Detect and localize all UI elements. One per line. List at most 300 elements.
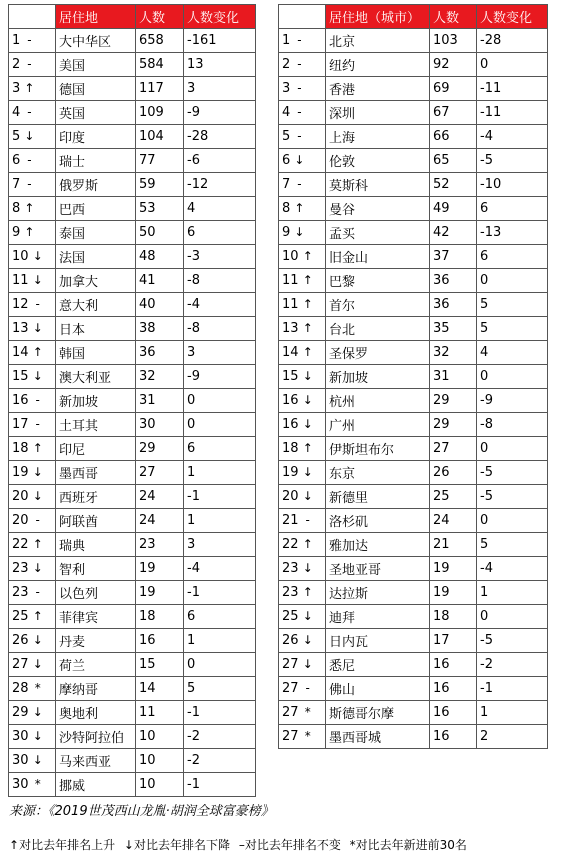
location-cell: 澳大利亚 [56, 365, 136, 389]
change-cell: -9 [477, 389, 548, 413]
rank-number: 3 [282, 81, 291, 96]
asterisk-icon: * [304, 705, 311, 719]
count-cell: 29 [430, 413, 477, 437]
header-cell-location: 居住地 [56, 5, 136, 29]
change-cell: -28 [184, 125, 256, 149]
rank-number: 21 [282, 513, 299, 528]
rank-number: 30 [12, 729, 29, 744]
rank-cell [279, 725, 326, 749]
count-cell: 26 [430, 461, 477, 485]
change-cell: 0 [477, 509, 548, 533]
table-row [279, 245, 548, 269]
down-arrow-icon: ↓ [32, 465, 43, 479]
rank-number: 16 [282, 393, 299, 408]
down-arrow-icon: ↓ [32, 273, 43, 287]
down-arrow-icon: ↓ [32, 489, 43, 503]
down-arrow-icon: ↓ [32, 753, 43, 767]
count-cell: 32 [430, 341, 477, 365]
dash-icon: - [35, 585, 40, 599]
change-cell: -8 [184, 269, 256, 293]
location-cell: 沙特阿拉伯 [56, 725, 136, 749]
table-row [279, 101, 548, 125]
change-cell: 1 [477, 581, 548, 605]
rank-number: 27 [282, 705, 299, 720]
rank-number: 4 [282, 105, 291, 120]
rank-cell [9, 389, 56, 413]
dash-icon: - [35, 513, 40, 527]
down-arrow-icon: ↓ [123, 838, 134, 852]
rank-cell [9, 461, 56, 485]
rank-number: 10 [12, 249, 29, 264]
location-cell: 伦敦 [326, 149, 430, 173]
table-row [279, 557, 548, 581]
rank-number: 12 [12, 297, 29, 312]
location-cell: 孟买 [326, 221, 430, 245]
table-row [9, 725, 256, 749]
rank-cell [279, 101, 326, 125]
location-cell: 韩国 [56, 341, 136, 365]
dash-icon: - [305, 513, 310, 527]
up-arrow-icon: ↑ [9, 838, 20, 852]
table-row [279, 221, 548, 245]
rank-cell [9, 557, 56, 581]
rank-cell [279, 125, 326, 149]
count-cell: 42 [430, 221, 477, 245]
rank-cell [279, 509, 326, 533]
location-cell: 马来西亚 [56, 749, 136, 773]
rank-cell [9, 29, 56, 53]
dash-icon: - [27, 57, 32, 71]
location-cell: 加拿大 [56, 269, 136, 293]
change-cell: -1 [184, 581, 256, 605]
rank-number: 11 [282, 297, 299, 312]
rank-number: 15 [12, 369, 29, 384]
rank-cell [279, 317, 326, 341]
change-cell: 6 [477, 197, 548, 221]
down-arrow-icon: ↓ [302, 489, 313, 503]
count-cell: 30 [136, 413, 184, 437]
table-row [279, 317, 548, 341]
count-cell: 10 [136, 773, 184, 797]
change-cell: 1 [184, 461, 256, 485]
legend-item-new: *对比去年新进前30名 [349, 838, 467, 852]
rank-number: 16 [12, 393, 29, 408]
change-cell: 0 [477, 365, 548, 389]
rank-number: 23 [282, 561, 299, 576]
table-row [9, 365, 256, 389]
location-cell: 英国 [56, 101, 136, 125]
rank-cell [9, 725, 56, 749]
count-cell: 49 [430, 197, 477, 221]
count-cell: 17 [430, 629, 477, 653]
table-row [279, 413, 548, 437]
table-row [279, 461, 548, 485]
location-cell: 印尼 [56, 437, 136, 461]
up-arrow-icon: ↑ [24, 81, 35, 95]
location-cell: 日内瓦 [326, 629, 430, 653]
asterisk-icon: * [304, 729, 311, 743]
count-cell: 32 [136, 365, 184, 389]
rank-cell [279, 653, 326, 677]
table-row [9, 557, 256, 581]
count-cell: 92 [430, 53, 477, 77]
count-cell: 104 [136, 125, 184, 149]
dash-icon: - [297, 129, 302, 143]
rank-cell [279, 197, 326, 221]
count-cell: 36 [136, 341, 184, 365]
change-cell: -3 [184, 245, 256, 269]
dash-icon: - [297, 57, 302, 71]
count-cell: 16 [430, 725, 477, 749]
change-cell: -11 [477, 101, 548, 125]
down-arrow-icon: ↓ [32, 369, 43, 383]
down-arrow-icon: ↓ [32, 705, 43, 719]
count-cell: 27 [430, 437, 477, 461]
rank-number: 7 [282, 177, 291, 192]
location-cell: 佛山 [326, 677, 430, 701]
table-row [9, 773, 256, 797]
rank-cell [9, 581, 56, 605]
count-cell: 31 [136, 389, 184, 413]
header-cell-location: 居住地（城市） [326, 5, 430, 29]
location-cell: 迪拜 [326, 605, 430, 629]
table-row [9, 197, 256, 221]
rank-number: 11 [282, 273, 299, 288]
count-cell: 59 [136, 173, 184, 197]
rank-cell [9, 533, 56, 557]
location-cell: 伊斯坦布尔 [326, 437, 430, 461]
change-cell: -5 [477, 485, 548, 509]
change-cell: 0 [477, 53, 548, 77]
count-cell: 11 [136, 701, 184, 725]
location-cell: 土耳其 [56, 413, 136, 437]
rank-number: 14 [282, 345, 299, 360]
rank-number: 5 [282, 129, 291, 144]
location-cell: 挪威 [56, 773, 136, 797]
count-cell: 21 [430, 533, 477, 557]
location-cell: 台北 [326, 317, 430, 341]
rank-number: 9 [282, 225, 291, 240]
count-cell: 15 [136, 653, 184, 677]
rank-number: 20 [282, 489, 299, 504]
table-row [9, 437, 256, 461]
rank-cell [279, 701, 326, 725]
rank-cell [279, 605, 326, 629]
location-cell: 西班牙 [56, 485, 136, 509]
count-cell: 53 [136, 197, 184, 221]
change-cell: 5 [477, 317, 548, 341]
location-cell: 首尔 [326, 293, 430, 317]
up-arrow-icon: ↑ [302, 345, 313, 359]
count-cell: 19 [136, 557, 184, 581]
count-cell: 52 [430, 173, 477, 197]
rank-cell [279, 461, 326, 485]
table-row [279, 293, 548, 317]
location-cell: 菲律宾 [56, 605, 136, 629]
location-cell: 印度 [56, 125, 136, 149]
change-cell: 5 [184, 677, 256, 701]
table-row [9, 389, 256, 413]
table-row [9, 629, 256, 653]
count-cell: 38 [136, 317, 184, 341]
count-cell: 36 [430, 293, 477, 317]
table-row [9, 341, 256, 365]
rank-cell [279, 77, 326, 101]
table-row [9, 581, 256, 605]
count-cell: 14 [136, 677, 184, 701]
location-cell: 深圳 [326, 101, 430, 125]
rank-number: 2 [282, 57, 291, 72]
rank-number: 11 [12, 273, 29, 288]
down-arrow-icon: ↓ [302, 657, 313, 671]
change-cell: 3 [184, 341, 256, 365]
change-cell: -4 [184, 557, 256, 581]
table-row [279, 581, 548, 605]
rank-number: 30 [12, 777, 29, 792]
rank-cell [9, 365, 56, 389]
rank-number: 8 [282, 201, 291, 216]
location-cell: 悉尼 [326, 653, 430, 677]
rank-number: 30 [12, 753, 29, 768]
count-cell: 24 [136, 509, 184, 533]
rank-cell [279, 149, 326, 173]
count-cell: 40 [136, 293, 184, 317]
down-arrow-icon: ↓ [294, 225, 305, 239]
location-cell: 莫斯科 [326, 173, 430, 197]
location-cell: 新德里 [326, 485, 430, 509]
table-row [9, 461, 256, 485]
change-cell: 5 [477, 533, 548, 557]
count-cell: 31 [430, 365, 477, 389]
down-arrow-icon: ↓ [302, 609, 313, 623]
change-cell: 0 [184, 653, 256, 677]
rank-cell [9, 173, 56, 197]
rank-number: 9 [12, 225, 21, 240]
rank-cell [9, 317, 56, 341]
change-cell: -1 [184, 701, 256, 725]
header-cell-change: 人数变化 [477, 5, 548, 29]
down-arrow-icon: ↓ [294, 153, 305, 167]
table-row [9, 677, 256, 701]
change-cell: -2 [477, 653, 548, 677]
rank-number: 27 [282, 681, 299, 696]
dash-icon: – [238, 838, 245, 852]
header-cell-rank [279, 5, 326, 29]
rank-cell [9, 221, 56, 245]
dash-icon: - [27, 33, 32, 47]
table-row [279, 437, 548, 461]
table-row [279, 701, 548, 725]
rank-cell [279, 533, 326, 557]
count-cell: 103 [430, 29, 477, 53]
dash-icon: - [297, 105, 302, 119]
location-cell: 瑞士 [56, 149, 136, 173]
count-cell: 10 [136, 725, 184, 749]
count-cell: 16 [136, 629, 184, 653]
up-arrow-icon: ↑ [302, 297, 313, 311]
rank-number: 28 [12, 681, 29, 696]
rank-number: 26 [12, 633, 29, 648]
change-cell: 0 [184, 389, 256, 413]
rank-number: 22 [282, 537, 299, 552]
table-row [279, 629, 548, 653]
table-row [9, 101, 256, 125]
rank-cell [279, 581, 326, 605]
location-cell: 新加坡 [326, 365, 430, 389]
rank-number: 23 [12, 585, 29, 600]
rank-number: 26 [282, 633, 299, 648]
down-arrow-icon: ↓ [32, 321, 43, 335]
rank-number: 20 [12, 489, 29, 504]
change-cell: -9 [184, 365, 256, 389]
rank-cell [9, 245, 56, 269]
count-cell: 19 [136, 581, 184, 605]
legend-item-up: ↑对比去年排名上升 [9, 838, 116, 852]
change-cell: 1 [477, 701, 548, 725]
dash-icon: - [27, 105, 32, 119]
up-arrow-icon: ↑ [32, 609, 43, 623]
change-cell: -2 [184, 725, 256, 749]
location-cell: 意大利 [56, 293, 136, 317]
up-arrow-icon: ↑ [302, 273, 313, 287]
location-cell: 丹麦 [56, 629, 136, 653]
change-cell: -161 [184, 29, 256, 53]
count-cell: 27 [136, 461, 184, 485]
location-cell: 美国 [56, 53, 136, 77]
location-cell: 达拉斯 [326, 581, 430, 605]
table-header-row [279, 5, 548, 29]
location-cell: 荷兰 [56, 653, 136, 677]
up-arrow-icon: ↑ [24, 225, 35, 239]
down-arrow-icon: ↓ [24, 129, 35, 143]
header-cell-rank [9, 5, 56, 29]
rank-number: 6 [12, 153, 21, 168]
change-cell: -1 [184, 773, 256, 797]
count-cell: 18 [136, 605, 184, 629]
location-cell: 泰国 [56, 221, 136, 245]
up-arrow-icon: ↑ [302, 441, 313, 455]
rank-number: 22 [12, 537, 29, 552]
change-cell: 6 [184, 221, 256, 245]
change-cell: -28 [477, 29, 548, 53]
table-row [279, 197, 548, 221]
change-cell: 13 [184, 53, 256, 77]
location-cell: 以色列 [56, 581, 136, 605]
count-cell: 65 [430, 149, 477, 173]
rank-cell [9, 773, 56, 797]
count-cell: 48 [136, 245, 184, 269]
up-arrow-icon: ↑ [294, 201, 305, 215]
rank-number: 10 [282, 249, 299, 264]
count-cell: 77 [136, 149, 184, 173]
count-cell: 117 [136, 77, 184, 101]
table-row [279, 677, 548, 701]
rank-number: 16 [282, 417, 299, 432]
change-cell: 0 [184, 413, 256, 437]
rank-number: 27 [282, 729, 299, 744]
up-arrow-icon: ↑ [32, 537, 43, 551]
rank-number: 14 [12, 345, 29, 360]
table-row [9, 749, 256, 773]
change-cell: 4 [184, 197, 256, 221]
count-cell: 16 [430, 677, 477, 701]
down-arrow-icon: ↓ [32, 249, 43, 263]
rank-number: 5 [12, 129, 21, 144]
rank-cell [9, 749, 56, 773]
table-row [9, 53, 256, 77]
rank-number: 19 [282, 465, 299, 480]
rank-number: 25 [282, 609, 299, 624]
dash-icon: - [305, 681, 310, 695]
count-cell: 18 [430, 605, 477, 629]
rank-number: 15 [282, 369, 299, 384]
change-cell: -4 [477, 125, 548, 149]
rank-cell [9, 701, 56, 725]
location-cell: 斯德哥尔摩 [326, 701, 430, 725]
rank-number: 17 [12, 417, 29, 432]
count-cell: 24 [136, 485, 184, 509]
change-cell: 1 [184, 629, 256, 653]
location-cell: 旧金山 [326, 245, 430, 269]
rank-number: 13 [12, 321, 29, 336]
up-arrow-icon: ↑ [32, 345, 43, 359]
dash-icon: - [27, 153, 32, 167]
up-arrow-icon: ↑ [32, 441, 43, 455]
asterisk-icon: * [34, 777, 41, 791]
down-arrow-icon: ↓ [32, 657, 43, 671]
rank-cell [279, 629, 326, 653]
change-cell: 6 [184, 437, 256, 461]
location-cell: 阿联酋 [56, 509, 136, 533]
rank-number: 19 [12, 465, 29, 480]
rank-cell [9, 197, 56, 221]
change-cell: -1 [477, 677, 548, 701]
dash-icon: - [35, 297, 40, 311]
change-cell: -5 [477, 149, 548, 173]
rank-number: 1 [282, 33, 291, 48]
location-cell: 圣地亚哥 [326, 557, 430, 581]
count-cell: 584 [136, 53, 184, 77]
rank-number: 25 [12, 609, 29, 624]
table-row [9, 293, 256, 317]
count-cell: 41 [136, 269, 184, 293]
rank-number: 13 [282, 321, 299, 336]
legend-item-same: –对比去年排名不变 [238, 838, 341, 852]
location-cell: 俄罗斯 [56, 173, 136, 197]
rank-cell [279, 413, 326, 437]
change-cell: 0 [477, 269, 548, 293]
table-row [279, 29, 548, 53]
header-cell-change: 人数变化 [184, 5, 256, 29]
table-header-row [9, 5, 256, 29]
table-row [9, 221, 256, 245]
rank-number: 1 [12, 33, 21, 48]
count-cell: 66 [430, 125, 477, 149]
rank-cell [279, 29, 326, 53]
table-row [9, 29, 256, 53]
down-arrow-icon: ↓ [302, 561, 313, 575]
rank-number: 6 [282, 153, 291, 168]
location-cell: 上海 [326, 125, 430, 149]
change-cell: -13 [477, 221, 548, 245]
change-cell: -4 [477, 557, 548, 581]
table-row [9, 77, 256, 101]
change-cell: -1 [184, 485, 256, 509]
change-cell: -4 [184, 293, 256, 317]
rank-number: 20 [12, 513, 29, 528]
count-cell: 24 [430, 509, 477, 533]
rank-cell [9, 269, 56, 293]
